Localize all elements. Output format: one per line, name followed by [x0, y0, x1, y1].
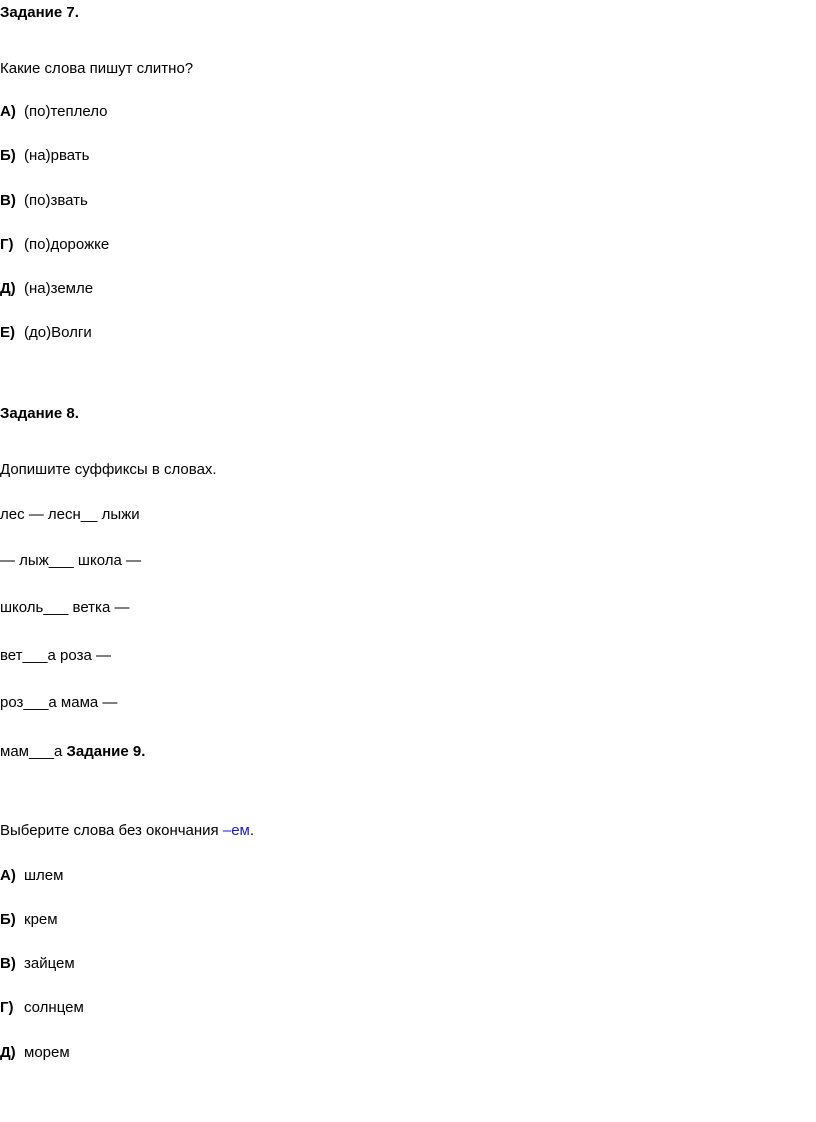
option-text: морем — [24, 1044, 70, 1061]
option-letter: Г) — [0, 236, 14, 253]
task8-last-line-prefix: мам___а — [0, 743, 63, 760]
task9-question-prefix: Выберите слова без окончания — [0, 822, 223, 839]
task8-line-3: школь___ ветка — — [0, 599, 130, 616]
task8-line-4: вет___а роза — — [0, 647, 111, 664]
task8-title: Задание 8. — [0, 405, 79, 422]
task7-option-e — [0, 324, 92, 342]
task8-last-line — [0, 743, 145, 761]
task9-option-v — [0, 955, 75, 973]
task9-title: Задание 9. — [66, 743, 146, 760]
option-letter: Д) — [0, 280, 16, 297]
option-text: крем — [24, 911, 58, 928]
task9-question-highlight: –ем — [222, 822, 250, 839]
option-letter: А) — [0, 867, 16, 884]
task7-option-v — [0, 192, 88, 210]
task9-question — [0, 822, 254, 840]
option-letter: Б) — [0, 147, 16, 164]
task9-option-g — [0, 999, 84, 1017]
option-text: (на)рвать — [24, 147, 90, 164]
option-text: солнцем — [24, 999, 84, 1016]
task9-option-d — [0, 1044, 70, 1062]
task9-question-suffix: . — [249, 822, 255, 839]
task8-question: Допишите суффиксы в словах. — [0, 461, 217, 478]
option-text: (по)теплело — [24, 103, 108, 120]
task9-option-a — [0, 867, 63, 885]
option-text: зайцем — [24, 955, 75, 972]
option-letter: В) — [0, 192, 16, 209]
option-text: (на)земле — [24, 280, 94, 297]
task7-option-d — [0, 280, 93, 298]
option-text: (до)Волги — [24, 324, 92, 341]
task7-option-g — [0, 236, 109, 254]
task9-option-b — [0, 911, 58, 929]
option-text: (по)дорожке — [24, 236, 110, 253]
option-letter: В) — [0, 955, 16, 972]
task8-line-2: — лыж___ школа — — [0, 552, 141, 569]
option-letter: А) — [0, 103, 16, 120]
task7-option-a — [0, 103, 107, 121]
option-letter: Г) — [0, 999, 14, 1016]
task7-option-b — [0, 147, 89, 165]
task7-title: Задание 7. — [0, 4, 79, 21]
task7-question: Какие слова пишут слитно? — [0, 60, 194, 77]
option-letter: Б) — [0, 911, 16, 928]
option-letter: Д) — [0, 1044, 16, 1061]
option-text: шлем — [24, 867, 64, 884]
task8-line-5: роз___а мама — — [0, 694, 118, 711]
task8-line-1: лес — лесн__ лыжи — [0, 506, 140, 523]
option-text: (по)звать — [24, 192, 88, 209]
option-letter: Е) — [0, 324, 15, 341]
